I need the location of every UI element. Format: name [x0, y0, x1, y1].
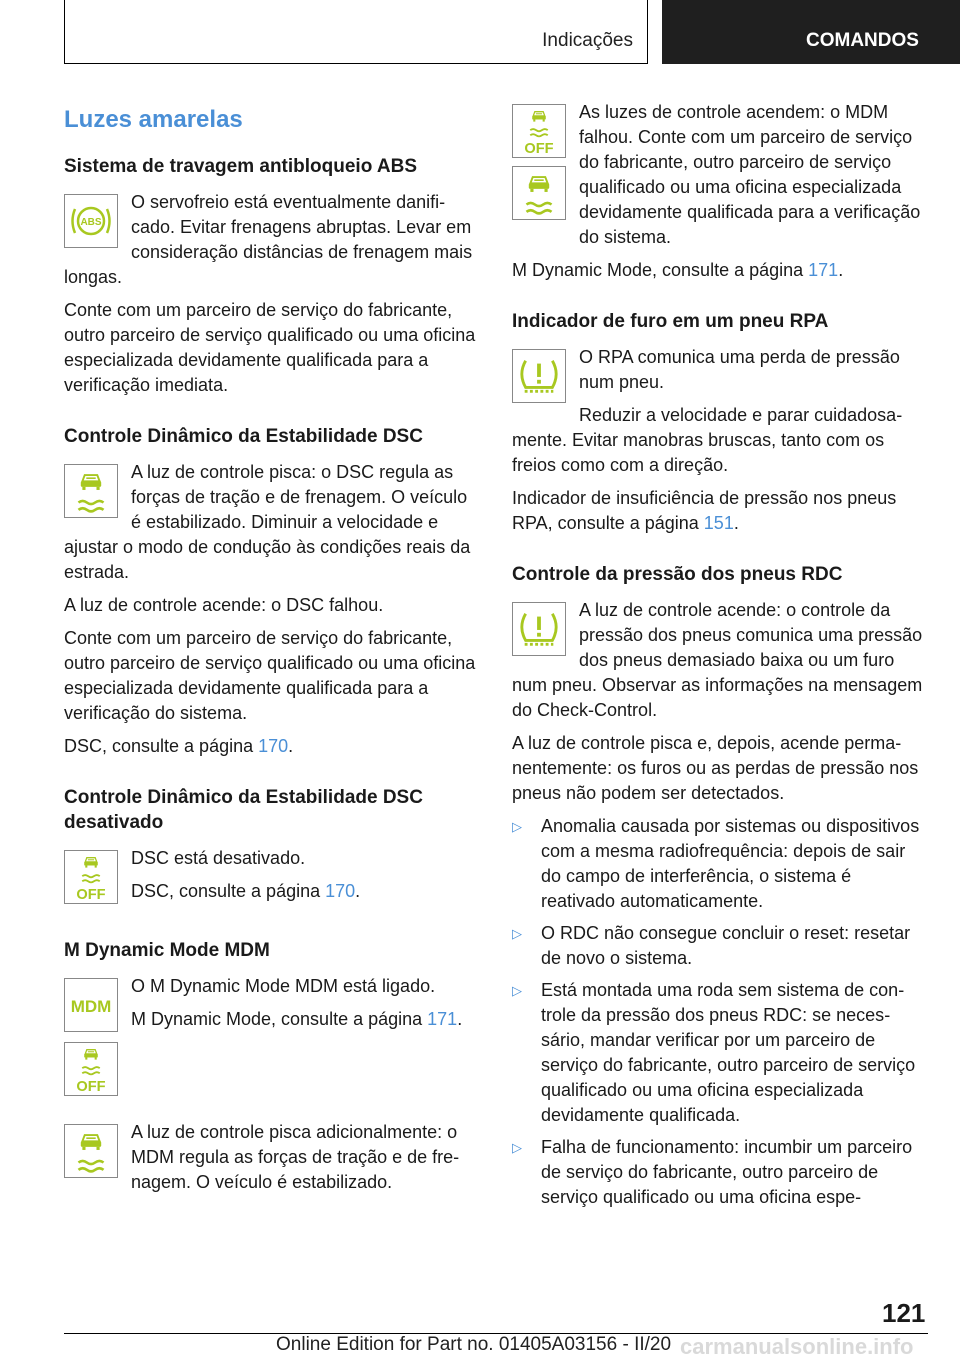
dsc-off-label: OFF — [76, 886, 106, 901]
list-item-text: Anomalia causada por sistemas ou dispositivos com a mesma radiofrequência: depois de sair do campo de interferência, o sistema é reativado automaticamente. — [541, 816, 920, 911]
mdm-icons — [64, 978, 120, 1102]
section-abs — [64, 154, 478, 398]
dsc-paragraph-3: Conte com um parceiro de serviço do fabricante, outro parceiro de serviço qualificado ou uma oficina especializada devidamente qualificada para a verificação do sistema. — [64, 628, 476, 723]
dsc-paragraph-2: A luz de controle acende: o DSC falhou. — [64, 595, 384, 615]
mdm-flash-icons — [64, 1124, 120, 1184]
rpa-page-reference — [512, 486, 926, 536]
dsc-icons — [64, 464, 120, 524]
mdm-icon-label: MDM — [70, 997, 112, 1016]
list-item — [512, 921, 926, 971]
abs-icons — [64, 194, 120, 254]
header-section-tab — [64, 0, 648, 64]
mdm-failure-ref-end: . — [838, 260, 844, 280]
mdm-paragraph-1: O M Dynamic Mode MDM está ligado. — [131, 976, 436, 996]
page-title: Luzes amarelas — [64, 106, 243, 133]
rdc-paragraph-2: A luz de controle pisca e, depois, acende permanentemente: os furos ou as perdas de pressão nos pneus não podem ser detectados. — [512, 733, 919, 803]
rpa-page-link[interactable]: 151 — [703, 513, 734, 533]
triangle-bullet-icon: ▷ — [512, 1140, 522, 1155]
mdm-text-icon — [64, 978, 118, 1032]
rpa-icons — [512, 349, 568, 409]
dsc-off-heading: Controle Dinâmico da Estabilidade DSC desativado — [64, 787, 423, 833]
mdm-off-label: OFF — [76, 1078, 106, 1093]
abs-warning-icon — [64, 194, 118, 248]
page-number: 121 — [882, 1298, 926, 1328]
rdc-heading: Controle da pressão dos pneus RDC — [512, 564, 843, 585]
dsc-page-link[interactable]: 170 — [258, 736, 289, 756]
section-rpa — [512, 309, 926, 536]
mdm-dsc-skid-icon — [64, 1124, 118, 1178]
abs-paragraph-1: O servofreio está eventualmente danificado. Evitar frenagens abruptas. Levar em consideração distâncias de frenagem mais longas. — [64, 192, 473, 287]
list-item-text: O RDC não consegue concluir o reset: resetar de novo o sistema. — [541, 923, 911, 968]
abs-heading: Sistema de travagem antibloqueio ABS — [64, 156, 417, 177]
mdm-heading: M Dynamic Mode MDM — [64, 940, 270, 961]
watermark: carmanualsonline.info — [680, 1334, 914, 1359]
rdc-icons — [512, 602, 568, 662]
mdm-ref-text: M Dynamic Mode, consulte a página — [131, 1009, 428, 1029]
list-item-text: Está montada uma roda sem sistema de controle da pressão dos pneus RDC: se necessário, mandar verificar por um parceiro de serviço do fabricante, outro parceiro de serviço qualificado ou uma oficina especializada devidamente qualificada. — [541, 980, 916, 1125]
mdm-failure-icons — [512, 104, 568, 226]
footer-edition: Online Edition for Part no. 01405A03156 - II/20 — [276, 1334, 672, 1355]
rdc-paragraph-1: A luz de controle acende: o controle da pressão dos pneus comunica uma pressão dos pneus demasiado baixa ou um furo num pneu. Observar as informações na mensagem do Check-Control. — [512, 600, 923, 720]
dsc-skid-icon-2 — [512, 166, 566, 220]
mdm-failure-page-link[interactable]: 171 — [808, 260, 839, 280]
abs-icon-label: ABS — [80, 217, 102, 228]
mdm-failure-ref-text: M Dynamic Mode, consulte a página — [512, 260, 809, 280]
tire-pressure-icon — [512, 349, 566, 403]
dsc-off-ref-end: . — [355, 881, 361, 901]
triangle-bullet-icon: ▷ — [512, 819, 522, 834]
left-column — [64, 100, 478, 1221]
dsc-off-label-2: OFF — [524, 140, 554, 155]
section-dsc-off — [64, 785, 478, 912]
list-item — [512, 1135, 926, 1210]
section-mdm — [64, 938, 478, 1195]
dsc-paragraph-1: A luz de controle pisca: o DSC regula as forças de tração e de frenagem. O veículo é estabilizado. Diminuir a velocidade e ajustar o modo de condução às condições reais da estrada. — [64, 462, 471, 582]
right-column — [512, 100, 926, 1236]
dsc-off-paragraph-1: DSC está desativado. — [131, 848, 306, 868]
mdm-page-reference — [64, 1007, 478, 1032]
triangle-bullet-icon: ▷ — [512, 983, 522, 998]
rpa-paragraph-2: Reduzir a velocidade e parar cuidadosamente. Evitar manobras bruscas, tanto com os freios como com a direção. — [512, 405, 903, 475]
dsc-skid-icon — [64, 464, 118, 518]
rpa-ref-end: . — [733, 513, 739, 533]
mdm-failure-page-reference — [512, 258, 926, 283]
mdm-page-link[interactable]: 171 — [427, 1009, 458, 1029]
dsc-off-icon — [64, 850, 118, 904]
rpa-ref-text: Indicador de insuficiência de pressão nos pneus RPA, consulte a página — [512, 488, 897, 533]
dsc-page-reference — [64, 734, 478, 759]
rpa-paragraph-1: O RPA comunica uma perda de pressão num pneu. — [579, 347, 900, 392]
list-item-text: Falha de funcionamento: incumbir um parceiro de serviço do fabricante, outro parceiro de serviço qualificado ou uma oficina espe- — [541, 1137, 913, 1207]
dsc-ref-end: . — [288, 736, 294, 756]
mdm-paragraph-2: A luz de controle pisca adicionalmente: o MDM regula as forças de tração e de frenagem. O veículo é estabilizado. — [131, 1122, 460, 1192]
list-item — [512, 978, 926, 1128]
mdm-ref-end: . — [457, 1009, 463, 1029]
dsc-heading: Controle Dinâmico da Estabilidade DSC — [64, 426, 423, 447]
dsc-off-icon-2 — [512, 104, 566, 158]
dsc-off-ref-text: DSC, consulte a página — [131, 881, 326, 901]
header-chapter-tab — [662, 0, 960, 64]
section-rdc — [512, 562, 926, 1210]
section-dsc — [64, 424, 478, 759]
dsc-off-icons — [64, 850, 120, 910]
dsc-off-page-link[interactable]: 170 — [325, 881, 356, 901]
abs-paragraph-2: Conte com um parceiro de serviço do fabricante, outro parceiro de serviço qualificado ou uma oficina especializada devidamente qualificada para a verificação imediata. — [64, 300, 476, 395]
header-chapter-label: COMANDOS — [806, 30, 919, 51]
tire-pressure-icon-2 — [512, 602, 566, 656]
triangle-bullet-icon: ▷ — [512, 926, 522, 941]
rdc-bullet-list — [512, 814, 926, 1210]
list-item — [512, 814, 926, 914]
dsc-off-page-reference — [64, 879, 478, 904]
header-section-label: Indicações — [542, 30, 633, 51]
section-mdm-failure — [512, 100, 926, 283]
mdm-failure-paragraph: As luzes de controle acendem: o MDM falhou. Conte com um parceiro de serviço do fabricante, outro parceiro de serviço qualificado ou uma oficina especializada devidamente qualificada para a verificação do sistema. — [579, 102, 921, 247]
mdm-dsc-off-icon — [64, 1042, 118, 1096]
rpa-heading: Indicador de furo em um pneu RPA — [512, 311, 829, 332]
dsc-ref-text: DSC, consulte a página — [64, 736, 259, 756]
